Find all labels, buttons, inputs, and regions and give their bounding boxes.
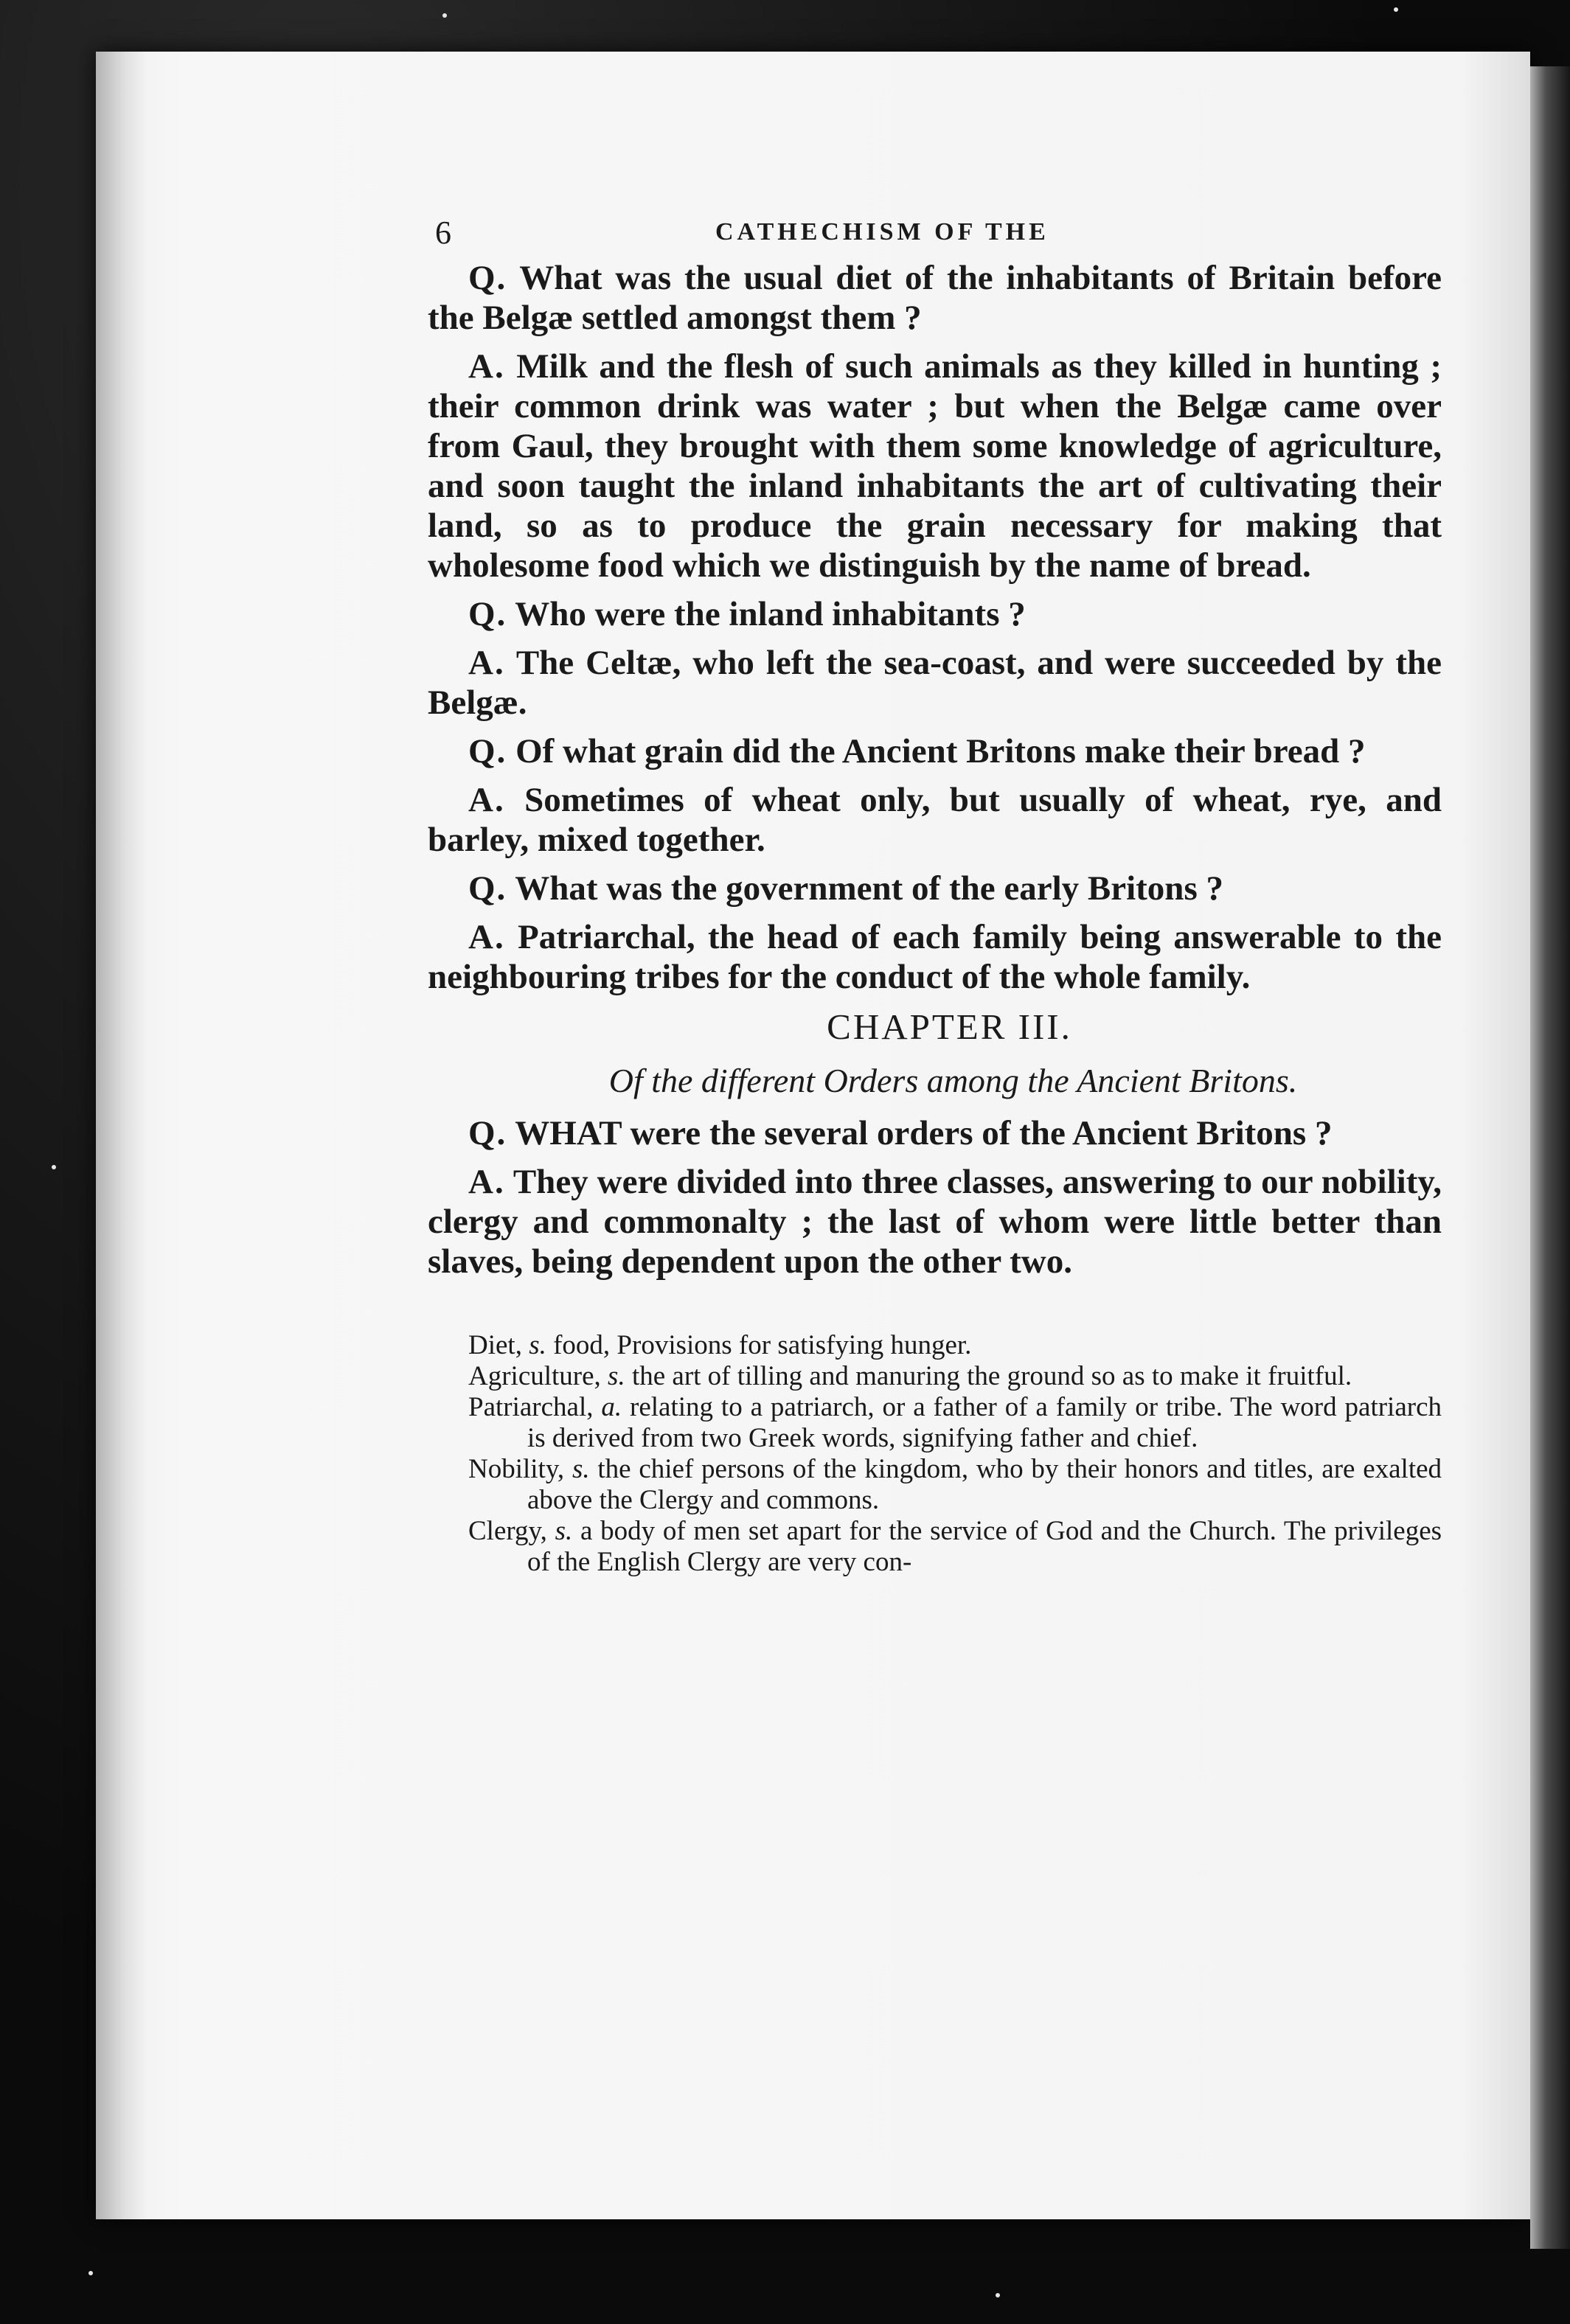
footnotes xyxy=(428,1330,1442,1578)
qa-entry: Q. WHAT were the several orders of the Ancient Britons ? xyxy=(468,1114,1333,1152)
footnote: Diet, s. food, Provisions for satisfying hunger. xyxy=(468,1330,972,1360)
page-gutter-shadow xyxy=(96,52,147,2219)
chapter-subtitle: Of the different Orders among the Ancient Britons. xyxy=(608,1062,1298,1099)
qa-entry: A. Patriarchal, the head of each family being answerable to the neighbouring tribes for the conduct of the whole family. xyxy=(428,918,1442,996)
dust-speck xyxy=(996,2293,1000,2297)
qa-entry: A. Sometimes of wheat only, but usually of wheat, rye, and barley, mixed together. xyxy=(428,781,1442,859)
page-number: 6 xyxy=(435,215,451,251)
dust-speck xyxy=(52,1165,56,1169)
qa-entry: A. They were divided into three classes, answering to our nobility, clergy and commonalty ; the last of whom were little better than slaves, being dependent upon the other two. xyxy=(428,1163,1442,1281)
chapter-heading: CHAPTER III. xyxy=(827,1006,1072,1047)
qa-section xyxy=(428,258,1442,997)
chapter-qa-section xyxy=(428,1113,1442,1281)
page-right-edge xyxy=(1530,66,1570,2249)
dust-speck xyxy=(88,2271,93,2275)
running-head: CATHECHISM OF THE xyxy=(715,218,1049,246)
qa-entry: Q. What was the government of the early Britons ? xyxy=(468,869,1223,908)
footnote: Nobility, s. the chief persons of the kingdom, who by their honors and titles, are exalted above the Clergy and commons. xyxy=(468,1454,1442,1515)
qa-entry: A. Milk and the flesh of such animals as they killed in hunting ; their common drink was water ; but when the Belgæ came over from Gaul, they brought with them some knowledge of agriculture, and soon taught the inland inhabitants the art of cultivating their land, so as to produce the grain necessary for making that wholesome food which we distinguish by the name of bread. xyxy=(428,347,1442,585)
footnote: Agriculture, s. the art of tilling and manuring the ground so as to make it fruitful. xyxy=(468,1361,1352,1391)
dust-speck xyxy=(1394,7,1398,12)
qa-entry: A. The Celtæ, who left the sea-coast, and were succeeded by the Belgæ. xyxy=(428,644,1442,722)
qa-entry: Q. Of what grain did the Ancient Britons make their bread ? xyxy=(468,732,1366,770)
footnote: Clergy, s. a body of men set apart for the service of God and the Church. The privileges of the English Clergy are very con- xyxy=(468,1516,1442,1577)
qa-entry: Q. Who were the inland inhabitants ? xyxy=(468,595,1026,633)
footnote: Patriarchal, a. relating to a patriarch, or a father of a family or tribe. The word patriarch is derived from two Greek words, signifying father and chief. xyxy=(468,1392,1442,1453)
qa-entry: Q. What was the usual diet of the inhabitants of Britain before the Belgæ settled amongst them ? xyxy=(428,259,1442,337)
page-text xyxy=(428,214,1442,1578)
page-header xyxy=(428,214,1442,258)
dust-speck xyxy=(442,13,447,18)
